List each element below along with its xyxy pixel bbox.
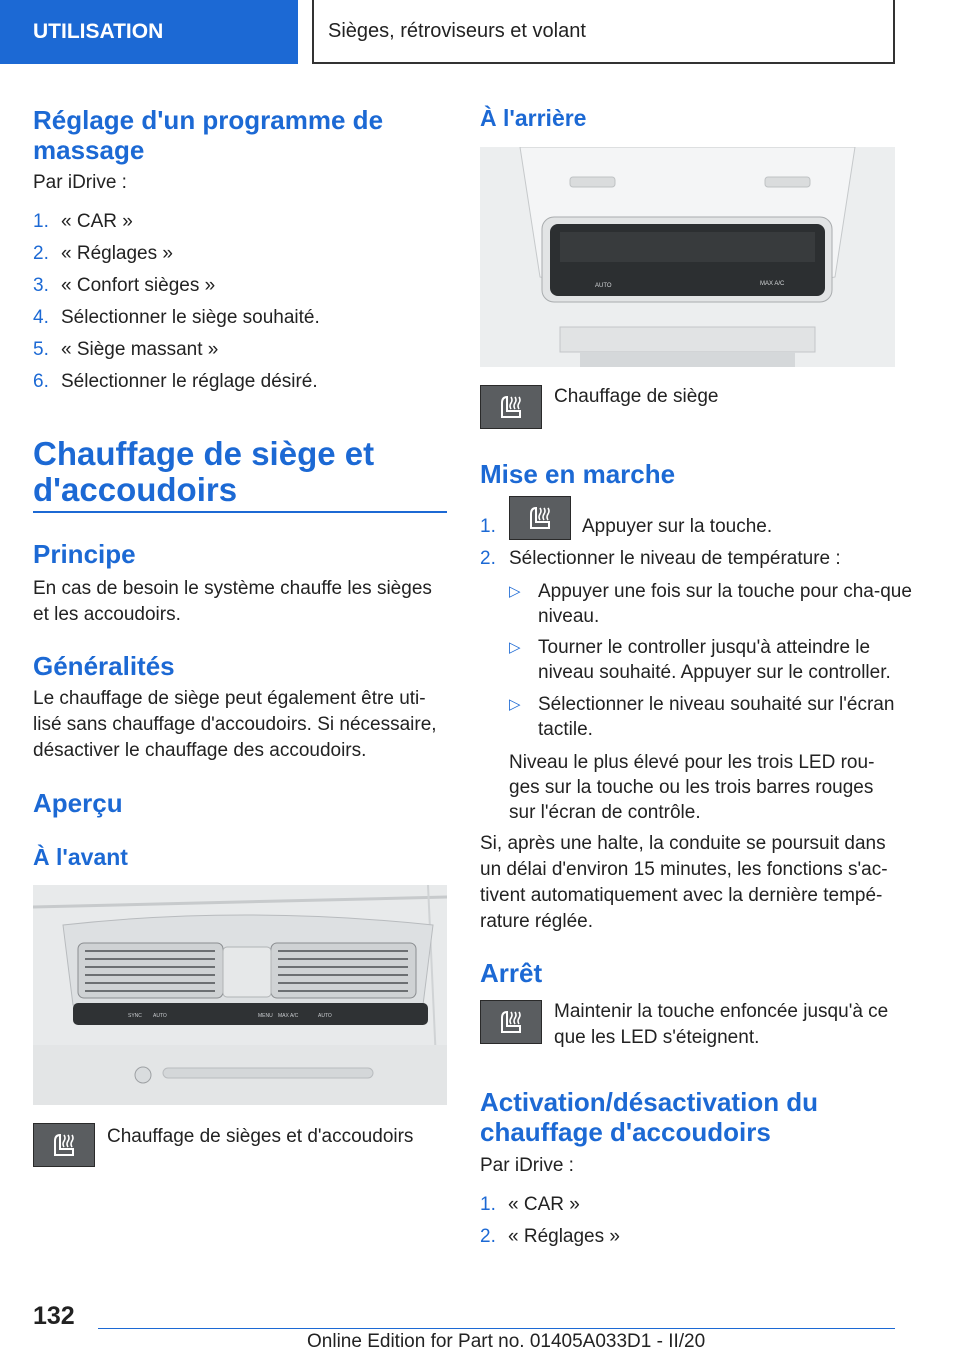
arriere-caption: Chauffage de siège <box>554 386 719 407</box>
list-item: 5. « Siège massant » <box>33 339 219 360</box>
footer-divider <box>98 1328 895 1329</box>
bullet-triangle-icon: ▷ <box>509 696 521 713</box>
activation-title: Activation/désactivation du chauffage d'accoudoirs <box>480 1087 819 1147</box>
section-divider <box>33 511 447 513</box>
arret-title: Arrêt <box>480 958 543 988</box>
generalites-title: Généralités <box>33 651 175 681</box>
panel-auto-label-right: AUTO <box>318 1013 332 1019</box>
massage-title: Réglage d'un programme de massage <box>33 105 384 165</box>
principe-text: En cas de besoin le système chauffe les sièges et les accoudoirs. <box>33 578 432 625</box>
bullet-triangle-icon: ▷ <box>509 583 521 600</box>
seat-heating-icon <box>480 385 542 429</box>
arret-text: Maintenir la touche enfoncée jusqu'à ce que les LED s'éteignent. <box>554 1001 889 1048</box>
list-item: ▷ Tourner le controller jusqu'à atteindre le niveau souhaité. Appuyer sur le controller. <box>509 637 891 683</box>
list-item: 1. « CAR » <box>33 211 133 232</box>
rear-panel-max-label: MAX A/C <box>760 281 785 287</box>
chapter-title: Sièges, rétroviseurs et volant <box>328 19 586 42</box>
panel-max-label: MAX A/C <box>278 1013 299 1019</box>
massage-intro: Par iDrive : <box>33 172 127 193</box>
avant-caption: Chauffage de sièges et d'accoudoirs <box>107 1126 414 1147</box>
panel-auto-label-left: AUTO <box>153 1013 167 1019</box>
bullet-triangle-icon: ▷ <box>509 639 521 656</box>
panel-sync-label: SYNC <box>128 1013 142 1019</box>
left-air-vent <box>78 943 223 998</box>
list-item: 6. Sélectionner le réglage désiré. <box>33 371 318 392</box>
rear-panel-auto-label: AUTO <box>595 283 612 289</box>
list-item: 3. « Confort sièges » <box>33 275 216 296</box>
generalites-text: Le chauffage de siège peut également être uti-lisé sans chauffage d'accoudoirs. Si nécessaire, désactiver le chauffage des accoudoirs. <box>33 688 437 761</box>
list-item: 2. « Réglages » <box>480 1226 620 1247</box>
activation-intro: Par iDrive : <box>480 1155 574 1176</box>
marche-step2-number: 2. <box>480 548 496 569</box>
principe-title: Principe <box>33 539 136 569</box>
section-title: UTILISATION <box>33 20 164 43</box>
activation-steps-list <box>480 1189 880 1253</box>
niveau-note: Niveau le plus élevé pour les trois LED rou-ges sur la touche ou les trois barres rouges sur l'écran de contrôle. <box>509 752 875 823</box>
massage-steps-list <box>33 206 433 398</box>
seat-heating-icon <box>509 496 571 540</box>
right-air-vent <box>271 943 416 998</box>
list-item: 2. « Réglages » <box>33 243 173 264</box>
list-item: 1. « CAR » <box>480 1194 580 1215</box>
seat-heating-icon <box>480 1000 542 1044</box>
arriere-title: À l'arrière <box>480 105 587 131</box>
marche-step2-text: Sélectionner le niveau de température : <box>509 548 841 569</box>
panel-menu-label: MENU <box>258 1013 273 1019</box>
section-tab <box>0 0 298 64</box>
apercu-title: Aperçu <box>33 788 123 818</box>
list-item: ▷ Sélectionner le niveau souhaité sur l'écran tactile. <box>509 694 895 740</box>
halte-text: Si, après une halte, la conduite se poursuit dans un délai d'environ 15 minutes, les fonctions s'ac-tivent automatiquement avec la dernière tempé-rature réglée. <box>480 833 888 932</box>
marche-title: Mise en marche <box>480 459 676 489</box>
marche-step1-number: 1. <box>480 516 496 537</box>
list-item: 4. Sélectionner le siège souhaité. <box>33 307 320 328</box>
seat-heating-icon <box>33 1123 95 1167</box>
chapter-header <box>312 0 895 64</box>
page-number: 132 <box>33 1302 75 1330</box>
avant-title: À l'avant <box>33 844 128 870</box>
rear-console-illustration <box>480 147 895 367</box>
footer-edition: Online Edition for Part no. 01405A033D1 - II/20 <box>307 1331 706 1352</box>
list-item: ▷ Appuyer une fois sur la touche pour cha-que niveau. <box>509 581 912 627</box>
front-console-illustration <box>33 885 447 1105</box>
marche-step1-text: Appuyer sur la touche. <box>582 516 773 537</box>
front-climate-panel <box>73 1003 428 1025</box>
heating-title: Chauffage de siège et d'accoudoirs <box>33 435 375 508</box>
